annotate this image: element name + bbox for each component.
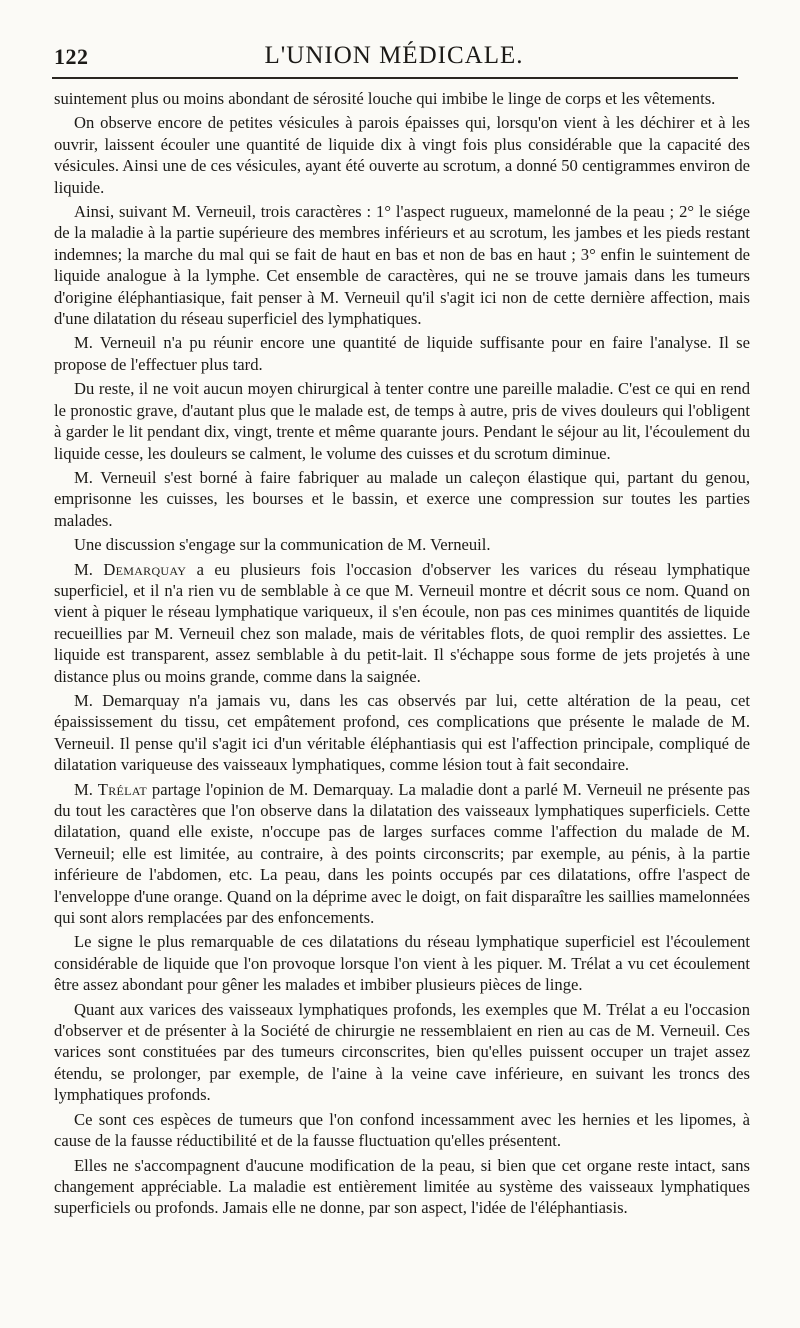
paragraph (54, 779, 750, 929)
paragraph-text: M. Verneuil n'a pu réunir encore une quantité de liquide suffisante pour en faire l'analyse. Il se propose de l'effectuer plus tard. (54, 333, 750, 374)
paragraph (54, 999, 750, 1106)
paragraph (54, 1109, 750, 1152)
paragraph-text: suintement plus ou moins abondant de sérosité louche qui imbibe le linge de corps et les vêtements. (54, 89, 716, 108)
paragraph (54, 467, 750, 531)
paragraph (54, 332, 750, 375)
paragraph-text: M. (74, 779, 98, 799)
paragraph-text: Ce sont ces espèces de tumeurs que l'on confond incessamment avec les hernies et les lipomes, à cause de la fausse réductibilité et de la fausse fluctuation qu'elles présentent. (54, 1109, 750, 1151)
header-rule (52, 77, 738, 79)
paragraph (54, 378, 750, 464)
paragraph-text: Le signe le plus remarquable de ces dilatations du réseau lymphatique superficiel est l'écoulement considérable de liquide que l'on provoque lorsque l'on vient à les piquer. M. Trélat a vu cet écoulement être assez abondant pour gêner les malades et imbiber plusieurs pièces de linge. (54, 932, 750, 995)
paragraph-text: Du reste, il ne voit aucun moyen chirurgical à tenter contre une pareille maladie. C'est ce qui en rend le pronostic grave, d'autant plus que le malade est, de temps à autre, pris de vives douleurs qui l'obligent à garder le lit pendant dix, vingt, trente et même quarante jours. Pendant le séjour au lit, l'écoulement du liquide cesse, les douleurs se calment, le volume des cuisses et du scrotum diminue. (54, 379, 750, 463)
paragraph-text: M. Verneuil s'est borné à faire fabriquer au malade un caleçon élastique qui, partant du genou, emprisonne les cuisses, les bourses et le bassin, et exerce une compression sur toutes les parties malades. (54, 467, 750, 530)
paragraph (54, 112, 750, 198)
paragraph (54, 534, 750, 555)
paragraph-text: On observe encore de petites vésicules à parois épaisses qui, lorsqu'on vient à les déchirer et à les ouvrir, laissent écouler une quantité de liquide dix à vingt fois plus considérable que la capacité des vésicules. Ainsi une de ces vésicules, ayant été ouverte au scrotum, a donné 50 centigrammes environ de liquide. (54, 113, 750, 197)
paragraph (54, 1155, 750, 1219)
speaker-name: Trélat (97, 779, 148, 799)
paragraph-text: M. (74, 559, 104, 579)
paragraph (54, 201, 750, 329)
paragraph (54, 559, 750, 687)
page-header (52, 40, 736, 74)
paragraph (54, 690, 750, 776)
paragraph (54, 88, 750, 109)
paragraph (54, 931, 750, 995)
paragraph-text: Ainsi, suivant M. Verneuil, trois caractères : 1° l'aspect rugueux, mamelonné de la peau ; 2° le siége de la maladie à la partie supérieure des membres inférieurs et au scrotum, les jambes et les pieds restant indemnes; la marche du mal qui se fait de haut en bas et non de bas en haut ; 3° enfin le suintement de liquide analogue à la lymphe. Cet ensemble de caractères, qui ne se trouve jamais dans les tumeurs d'origine éléphantiasique, fait penser à M. Verneuil qu'il s'agit ici non de cette dernière affection, mais d'une dilatation du réseau superficiel des lymphatiques. (54, 202, 750, 329)
journal-title: L'UNION MÉDICALE. (264, 42, 524, 69)
speaker-name: Demarquay (103, 559, 187, 579)
paragraph-text: Quant aux varices des vaisseaux lymphatiques profonds, les exemples que M. Trélat a eu l'occasion d'observer et de présenter à la Société de chirurgie ne ressemblaient en rien au cas de M. Verneuil. Ces varices sont constituées par des tumeurs circonscrites, bien qu'elles puissent occuper un trajet assez étendu, se prolonger, par exemple, de l'aine à la veine cave inférieure, en suivant les troncs des lymphatiques profonds. (54, 999, 750, 1105)
paragraph-text: Elles ne s'accompagnent d'aucune modification de la peau, si bien que cet organe reste intact, sans changement appréciable. La maladie est entièrement limitée au système des vaisseaux lymphatiques superficiels ou profonds. Jamais elle ne donne, par son aspect, l'idée de l'éléphantiasis. (54, 1155, 750, 1218)
page-number: 122 (54, 44, 89, 69)
paragraph-text: a eu plusieurs fois l'occasion d'observer les varices du réseau lymphatique superficiel, et il n'a rien vu de semblable à ce que M. Verneuil montre et décrit sous ce nom. Quand on vient à piquer le réseau lymphatique variqueux, il s'en écoule, non pas ces minimes quantités de liquide recueillies par M. Verneuil chez son malade, mais de véritables flots, de quoi remplir des assiettes. Le liquide est transparent, assez semblable à du petit-lait. Il s'échappe sous forme de jets projetés à une distance plus ou moins grande, comme dans la saignée. (54, 559, 750, 686)
paragraph-text: partage l'opinion de M. Demarquay. La maladie dont a parlé M. Verneuil ne présente pas du tout les caractères que l'on observe dans la dilatation des vaisseaux lymphatiques superficiels. Cette dilatation, quand elle existe, n'occupe pas de larges surfaces comme l'affection du malade de M. Verneuil; elle est limitée, au contraire, à des points circonscrits; par exemple, au pénis, à la partie inférieure de l'abdomen, etc. La peau, dans les points occupés par ces dilatations, offre l'aspect de l'enveloppe d'une orange. Quand on la déprime avec le doigt, on fait disparaître les saillies mamelonnées qui sont alors remplacées par des enfoncements. (54, 779, 750, 928)
paragraph-text: Une discussion s'engage sur la communication de M. Verneuil. (74, 535, 491, 555)
article-body (54, 88, 750, 1222)
paragraph-text: M. Demarquay n'a jamais vu, dans les cas observés par lui, cette altération de la peau, cet épaississement du tissu, cet empâtement profond, ces complications que présente le malade de M. Verneuil. Il pense qu'il s'agit ici d'un véritable éléphantiasis qui est l'affection principale, compliqué de dilatation variqueuse des vaisseaux lymphatiques, comme lésion tout à fait secondaire. (54, 690, 750, 775)
